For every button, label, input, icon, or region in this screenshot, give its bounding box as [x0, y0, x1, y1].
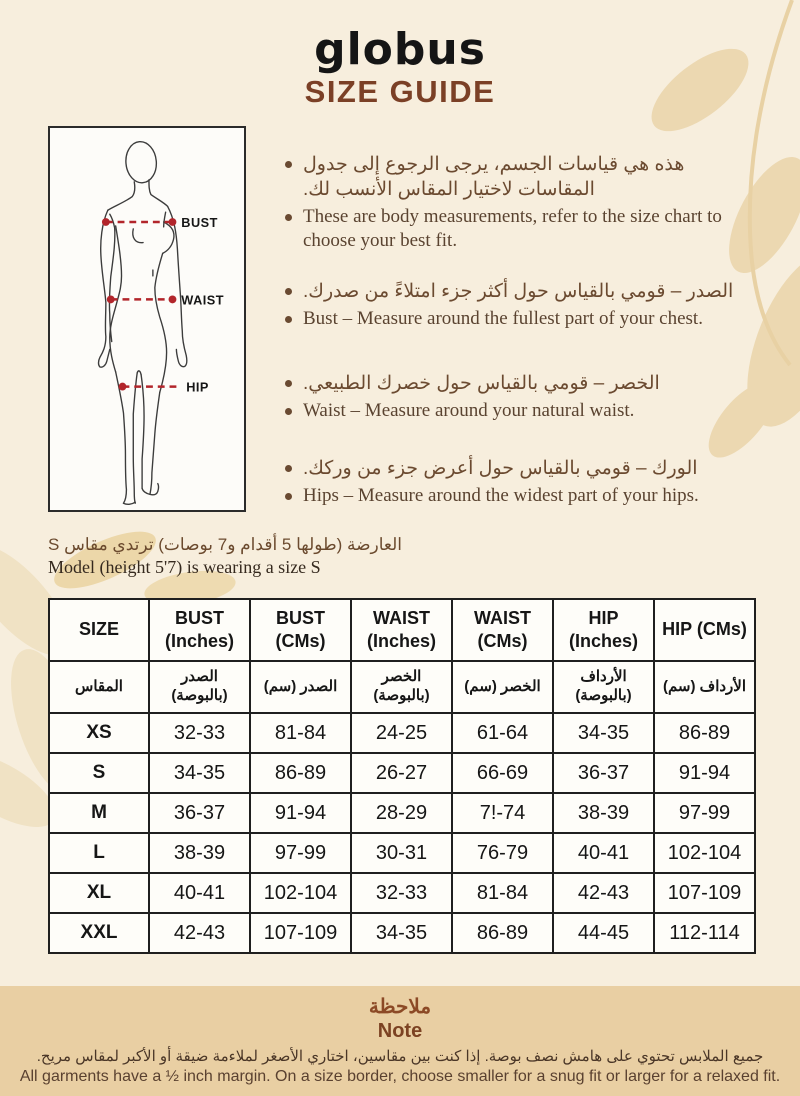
instruction-row — [285, 152, 759, 202]
cell-value: 32-33 — [149, 713, 250, 753]
bullet-dot — [285, 408, 292, 415]
cell-value: 7!-74 — [452, 793, 553, 833]
bullet-dot — [285, 161, 292, 168]
bullet-dot — [285, 316, 292, 323]
instruction-row — [285, 371, 759, 396]
cell-value: 86-89 — [250, 753, 351, 793]
cell-value: 26-27 — [351, 753, 452, 793]
size-value: M — [49, 793, 149, 833]
model-note-english: Model (height 5'7) is wearing a size S — [48, 557, 321, 577]
col-header-size-ar: المقاس — [49, 661, 149, 713]
instruction-arabic: الخصر – قومي بالقياس حول خصرك الطبيعي. — [303, 373, 660, 394]
instruction-group-waist — [285, 371, 759, 423]
col-header-hip-cms: HIP (CMs) — [654, 599, 755, 661]
body-figure-illustration — [50, 128, 244, 510]
size-value: XS — [49, 713, 149, 753]
instruction-english: Hips – Measure around the widest part of your hips. — [303, 485, 699, 506]
cell-value: 81-84 — [250, 713, 351, 753]
header-row-english — [49, 599, 755, 661]
table-row — [49, 833, 755, 873]
cell-value: 32-33 — [351, 873, 452, 913]
cell-value: 42-43 — [553, 873, 654, 913]
instruction-group-general — [285, 152, 759, 253]
instructions-list — [285, 152, 759, 534]
col-header-waist-inches: WAIST (Inches) — [351, 599, 452, 661]
note-title-arabic: ملاحظة — [368, 996, 432, 1018]
bust-line-label: BUST — [181, 214, 218, 230]
col-header-bust-inches-ar: الصدر (بالبوصة) — [149, 661, 250, 713]
size-value: L — [49, 833, 149, 873]
instruction-arabic: الصدر – قومي بالقياس حول أكثر جزء امتلاءً من صدرك. — [303, 281, 734, 302]
table-row — [49, 753, 755, 793]
col-header-hip-inches-ar: الأرداف (بالبوصة) — [553, 661, 654, 713]
col-header-hip-inches: HIP (Inches) — [553, 599, 654, 661]
cell-value: 107-109 — [654, 873, 755, 913]
instruction-english: Bust – Measure around the fullest part of your chest. — [303, 308, 703, 329]
cell-value: 34-35 — [351, 913, 452, 953]
col-header-hip-cms-ar: الأرداف (سم) — [654, 661, 755, 713]
cell-value: 36-37 — [553, 753, 654, 793]
page-title: SIZE GUIDE — [304, 74, 496, 109]
cell-value: 76-79 — [452, 833, 553, 873]
bullet-dot — [285, 380, 292, 387]
model-note — [48, 533, 468, 579]
measurement-diagram — [48, 126, 246, 512]
instruction-english: These are body measurements, refer to the size chart to choose your best fit. — [303, 206, 722, 251]
cell-value: 97-99 — [654, 793, 755, 833]
col-header-waist-inches-ar: الخصر (بالبوصة) — [351, 661, 452, 713]
size-chart-table — [48, 598, 756, 954]
cell-value: 38-39 — [149, 833, 250, 873]
table-row — [49, 713, 755, 753]
cell-value: 38-39 — [553, 793, 654, 833]
cell-value: 91-94 — [250, 793, 351, 833]
model-note-arabic: العارضة (طولها 5 أقدام و7 بوصات) ترتدي مقاس S — [48, 535, 403, 554]
table-row — [49, 913, 755, 953]
instruction-row — [285, 484, 759, 508]
bullet-dot — [285, 288, 292, 295]
instruction-row — [285, 456, 759, 481]
note-body-english: All garments have a ½ inch margin. On a size border, choose smaller for a snug fit or larger for a relaxed fit. — [19, 1068, 781, 1085]
cell-value: 36-37 — [149, 793, 250, 833]
instruction-row — [285, 399, 759, 423]
table-row — [49, 873, 755, 913]
col-header-bust-inches: BUST (Inches) — [149, 599, 250, 661]
instruction-row — [285, 279, 759, 304]
bullet-dot — [285, 214, 292, 221]
col-header-bust-cms: BUST (CMs) — [250, 599, 351, 661]
cell-value: 81-84 — [452, 873, 553, 913]
cell-value: 107-109 — [250, 913, 351, 953]
cell-value: 112-114 — [654, 913, 755, 953]
cell-value: 61-64 — [452, 713, 553, 753]
cell-value: 102-104 — [250, 873, 351, 913]
waist-line-label: WAIST — [181, 292, 225, 308]
instruction-english: Waist – Measure around your natural waist. — [303, 400, 635, 421]
cell-value: 86-89 — [452, 913, 553, 953]
cell-value: 44-45 — [553, 913, 654, 953]
cell-value: 24-25 — [351, 713, 452, 753]
cell-value: 30-31 — [351, 833, 452, 873]
size-value: XXL — [49, 913, 149, 953]
cell-value: 86-89 — [654, 713, 755, 753]
brand-logo: globus — [314, 24, 486, 75]
bullet-dot — [285, 493, 292, 500]
size-value: XL — [49, 873, 149, 913]
table-row — [49, 793, 755, 833]
instruction-arabic: هذه هي قياسات الجسم، يرجى الرجوع إلى جدول المقاسات لاختيار المقاس الأنسب لك. — [303, 154, 685, 200]
col-header-bust-cms-ar: الصدر (سم) — [250, 661, 351, 713]
col-header-waist-cms: WAIST (CMs) — [452, 599, 553, 661]
hip-line-label: HIP — [186, 379, 209, 395]
cell-value: 97-99 — [250, 833, 351, 873]
instruction-group-hip — [285, 456, 759, 508]
cell-value: 42-43 — [149, 913, 250, 953]
cell-value: 66-69 — [452, 753, 553, 793]
cell-value: 40-41 — [149, 873, 250, 913]
col-header-waist-cms-ar: الخصر (سم) — [452, 661, 553, 713]
cell-value: 28-29 — [351, 793, 452, 833]
instruction-arabic: الورك – قومي بالقياس حول أعرض جزء من وركك. — [303, 458, 698, 479]
note-title-english: Note — [377, 1020, 423, 1042]
size-value: S — [49, 753, 149, 793]
cell-value: 40-41 — [553, 833, 654, 873]
header-row-arabic — [49, 661, 755, 713]
cell-value: 102-104 — [654, 833, 755, 873]
cell-value: 91-94 — [654, 753, 755, 793]
instruction-group-bust — [285, 279, 759, 331]
cell-value: 34-35 — [553, 713, 654, 753]
cell-value: 34-35 — [149, 753, 250, 793]
note-section — [0, 986, 800, 1096]
bullet-dot — [285, 465, 292, 472]
col-header-size: SIZE — [49, 599, 149, 661]
instruction-row — [285, 307, 759, 331]
instruction-row — [285, 205, 759, 253]
note-body-arabic: جميع الملابس تحتوي على هامش نصف بوصة. إذا كنت بين مقاسين، اختاري الأصغر لملاءمة ضيقة أو الأكبر لمقاس مريح. — [36, 1048, 764, 1065]
